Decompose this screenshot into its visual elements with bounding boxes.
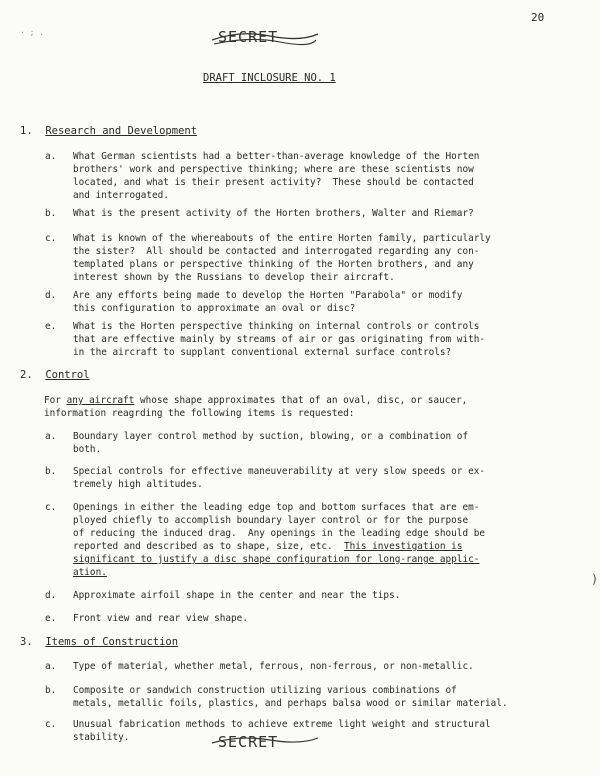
item-letter: b.: [45, 208, 57, 219]
document-title: DRAFT INCLOSURE NO. 1: [203, 72, 336, 84]
section-title: Items of Construction: [45, 636, 179, 648]
underlined-phrase: any aircraft: [66, 395, 135, 406]
intro-line-2: information reagrding the following items is requested:: [44, 408, 355, 419]
item-line: Special controls for effective maneuverability at very slow speeds or ex-: [73, 466, 486, 477]
item-line: What is known of the whereabouts of the entire Horten family, particularly: [73, 233, 491, 244]
item-letter: c.: [45, 233, 57, 244]
item-letter: c.: [45, 719, 57, 730]
list-item: [45, 718, 578, 744]
list-item: [45, 612, 578, 625]
stamp-strike-icon: [210, 731, 320, 755]
item-line: Composite or sandwich construction utilizing various combinations of: [73, 685, 457, 696]
list-item: [45, 207, 578, 220]
item-line: What German scientists had a better-than-average knowledge of the Horten: [73, 151, 480, 162]
margin-bracket-mark: ): [591, 572, 599, 586]
item-line-part: reported and described as to shape, size, etc.: [73, 541, 344, 552]
underlined-phrase: This investigation is: [343, 541, 463, 552]
classification-stamp-bottom: [218, 733, 278, 751]
section-title: Research and Development: [45, 125, 198, 137]
item-line: both.: [73, 444, 102, 455]
item-line: Boundary layer control method by suction, blowing, or a combination of: [73, 431, 469, 442]
item-letter: e.: [45, 321, 57, 332]
stamp-text: SECRET: [218, 28, 279, 46]
stamp-strike-icon: [210, 26, 320, 52]
section-number: 3.: [20, 636, 33, 648]
list-item: [45, 684, 578, 710]
item-line: interest shown by the Russians to develop their aircraft.: [73, 272, 395, 283]
item-letter: b.: [45, 466, 57, 477]
list-item: [45, 589, 578, 602]
item-line: this configuration to approximate an oval or disc?: [73, 303, 356, 314]
list-item: [45, 232, 578, 284]
item-letter: a.: [45, 431, 57, 442]
item-line: metals, metallic foils, plastics, and perhaps balsa wood or similar material.: [73, 698, 508, 709]
list-item: [45, 501, 578, 579]
item-letter: b.: [45, 685, 57, 696]
item-letter: a.: [45, 151, 57, 162]
item-line: brothers' work and perspective thinking; where are these scientists now: [73, 164, 474, 175]
item-line: that are effective mainly by streams of air or gas originating from with-: [73, 334, 486, 345]
item-line: Type of material, whether metal, ferrous, non-ferrous, or non-metallic.: [73, 661, 474, 672]
item-line: ation.: [73, 567, 107, 578]
section-number: 2.: [20, 369, 33, 381]
section-3-heading: [20, 636, 178, 648]
item-line: templated plans or perspective thinking of the Horten brothers, and any: [73, 259, 474, 270]
stamp-text: SECRET: [218, 733, 279, 751]
margin-mark: · ; .: [20, 28, 45, 37]
item-line: of reducing the induced drag. Any openings in the leading edge should be: [73, 528, 486, 539]
item-letter: e.: [45, 613, 57, 624]
list-item: [45, 660, 578, 673]
section-number: 1.: [20, 125, 33, 137]
item-line: Front view and rear view shape.: [73, 613, 248, 624]
list-item: [45, 320, 578, 359]
item-letter: d.: [45, 290, 57, 301]
item-line: Unusual fabrication methods to achieve extreme light weight and structural: [73, 719, 491, 730]
section-title: Control: [45, 369, 90, 381]
item-line: significant to justify a disc shape configuration for long-range applic-: [73, 554, 480, 565]
item-line: Openings in either the leading edge top and bottom surfaces that are em-: [73, 502, 480, 513]
classification-stamp-top: [218, 28, 278, 46]
list-item: [45, 289, 578, 315]
list-item: [45, 430, 578, 456]
item-line: What is the Horten perspective thinking on internal controls or controls: [73, 321, 480, 332]
item-letter: a.: [45, 661, 57, 672]
item-line: stability.: [73, 732, 130, 743]
item-line: What is the present activity of the Horten brothers, Walter and Riemar?: [73, 208, 474, 219]
section-1-heading: [20, 125, 197, 137]
page-number: 20: [531, 11, 545, 24]
item-line: Approximate airfoil shape in the center and near the tips.: [73, 590, 401, 601]
item-letter: c.: [45, 502, 57, 513]
section-2-heading: [20, 369, 90, 381]
item-line: the sister? All should be contacted and interrogated regarding any con-: [73, 246, 480, 257]
intro-line-1: For any aircraft whose shape approximates that of an oval, disc, or saucer,: [44, 395, 468, 406]
item-line: and interrogated.: [73, 190, 169, 201]
item-line: ployed chiefly to accomplish boundary layer control or for the purpose: [73, 515, 469, 526]
item-line: in the aircraft to supplant conventional external surface controls?: [73, 347, 452, 358]
list-item: [45, 465, 578, 491]
item-line: [73, 540, 578, 553]
list-item: [45, 150, 578, 202]
item-line: tremely high altitudes.: [73, 479, 203, 490]
item-line: located, and what is their present activity? These should be contacted: [73, 177, 474, 188]
item-letter: d.: [45, 590, 57, 601]
item-line: Are any efforts being made to develop the Horten "Parabola" or modify: [73, 290, 463, 301]
section-intro: [44, 394, 467, 420]
